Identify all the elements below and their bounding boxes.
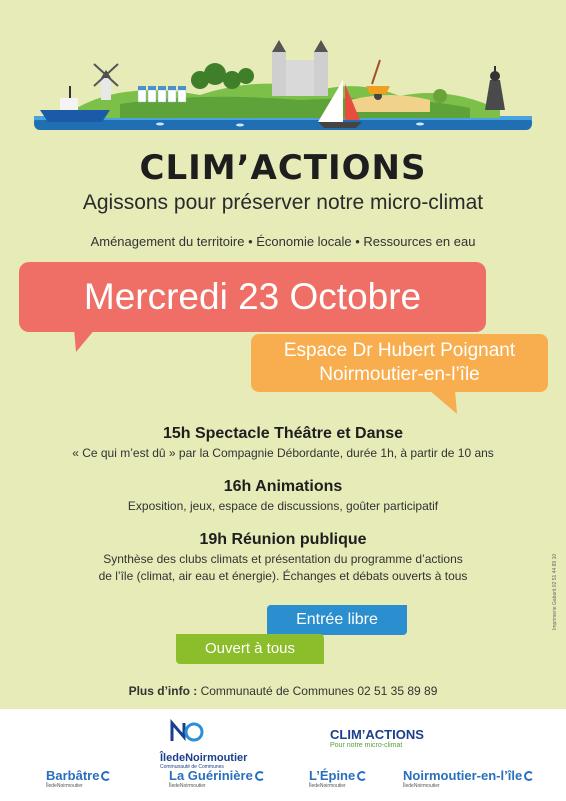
program-heading: 19h Réunion publique (199, 531, 367, 548)
clim-logo-sub: Pour notre micro-climat (330, 742, 403, 749)
ouvert-a-tous-tag: Ouvert à tous (176, 634, 324, 664)
page-subtitle: Agissons pour préserver notre micro-climat (82, 191, 484, 214)
program-description-2: de l’île (climat, air eau et énergie). Échanges et débats ouverts à tous (98, 569, 468, 583)
ile-noirmoutier-logo (160, 719, 250, 770)
entree-libre-tag: Entrée libre (267, 605, 407, 635)
venue-line-1: Espace Dr Hubert Poignant (283, 340, 516, 361)
clim-logo-name: CLIM’ACTIONS (330, 727, 424, 742)
info-line (0, 684, 566, 698)
ile-logo-name: ÎledeNoirmoutier (160, 752, 248, 764)
swirl-icon (160, 719, 204, 745)
commune-barbatre: Barbâtre ÎledeNoirmoutier (46, 768, 111, 789)
venue-line-2: Noirmoutier-en-l’île (319, 364, 480, 385)
commune-noirmoutier: Noirmoutier-en-l’île ÎledeNoirmoutier (403, 768, 534, 789)
info-text: Communauté de Communes 02 51 35 89 89 (197, 684, 438, 698)
program-description: « Ce qui m’est dû » par la Compagnie Débordante, durée 1h, à partir de 10 ans (72, 446, 494, 460)
swirl-icon (524, 771, 534, 781)
commune-la-gueriniere: La Guérinière ÎledeNoirmoutier (169, 768, 265, 789)
swirl-icon (101, 771, 111, 781)
info-label: Plus d’info : (128, 684, 198, 698)
venue-bubble (251, 334, 548, 392)
program-heading: 15h Spectacle Théâtre et Danse (162, 425, 404, 442)
themes-line: Aménagement du territoire • Économie locale • Ressources en eau (90, 234, 476, 249)
printer-credit: Imprimerie Gaborit 02 51 44 89 10 (552, 553, 558, 630)
island-illustration (0, 0, 566, 140)
swirl-icon (255, 771, 265, 781)
commune-lepine: L’Épine ÎledeNoirmoutier (309, 768, 367, 789)
program-item (0, 531, 566, 585)
swirl-icon (357, 771, 367, 781)
ile-logo-sub: Communauté de Communes (160, 764, 224, 770)
climactions-logo (330, 727, 440, 749)
footer-logos (0, 709, 566, 801)
program-description: Synthèse des clubs climats et présentation du programme d’actions (103, 552, 463, 566)
date-bubble-tail (70, 328, 100, 352)
program-item (0, 425, 566, 462)
program-item (0, 478, 566, 515)
program-heading: 16h Animations (223, 478, 343, 495)
date-bubble: Mercredi 23 Octobre (19, 262, 486, 332)
program-description: Exposition, jeux, espace de discussions, goûter participatif (127, 499, 439, 513)
page-title: CLIM’ACTIONS (139, 148, 427, 188)
venue-bubble-tail (425, 390, 459, 414)
